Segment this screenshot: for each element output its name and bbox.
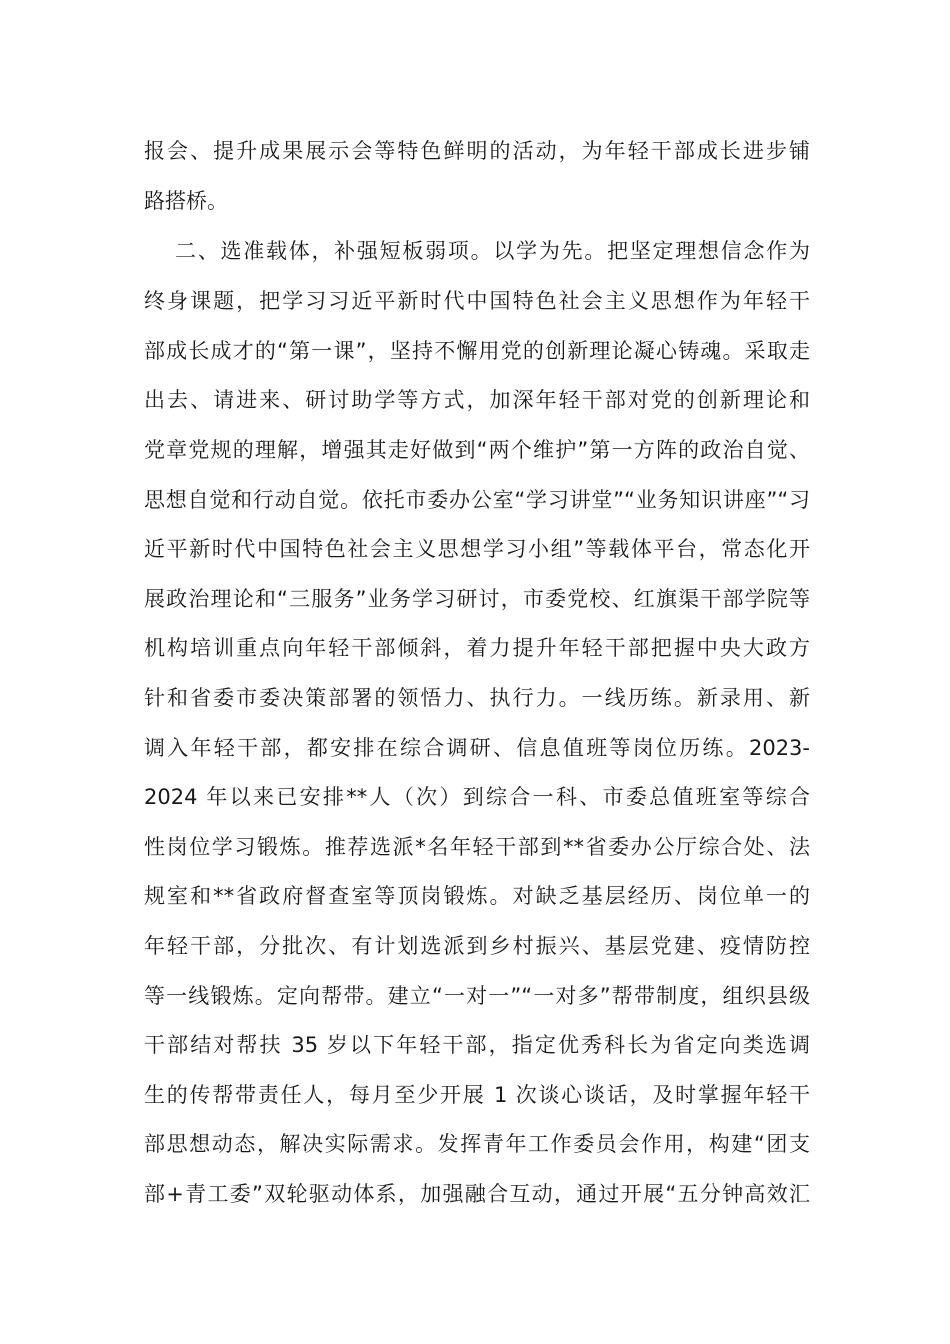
text-line: 近平新时代中国特色社会主义思想学习小组”等载体平台，常态化开 xyxy=(144,537,810,561)
text-line: 路搭桥。 xyxy=(144,189,228,213)
text-line: 性岗位学习锻炼。推荐选派*名年轻干部到**省委办公厅综合处、法 xyxy=(144,835,810,859)
text-line: 针和省委市委决策部署的领悟力、执行力。一线历练。新录用、新 xyxy=(144,686,810,710)
text-line: 规室和**省政府督查室等顶岗锻炼。对缺乏基层经历、岗位单一的 xyxy=(144,884,810,908)
text-line: 生的传帮带责任人，每月至少开展 1 次谈心谈话，及时掌握年轻干 xyxy=(144,1083,810,1107)
text-line: 终身课题，把学习习近平新时代中国特色社会主义思想作为年轻干 xyxy=(144,289,810,313)
text-line: 年轻干部，分批次、有计划选派到乡村振兴、基层党建、疫情防控 xyxy=(144,934,810,958)
text-line: 2024 年以来已安排**人（次）到综合一科、市委总值班室等综合 xyxy=(144,785,810,809)
text-line: 机构培训重点向年轻干部倾斜，着力提升年轻干部把握中央大政方 xyxy=(144,636,810,660)
text-line: 调入年轻干部，都安排在综合调研、信息值班等岗位历练。2023- xyxy=(144,736,810,760)
text-line: 等一线锻炼。定向帮带。建立“一对一”“一对多”帮带制度，组织县级 xyxy=(144,984,810,1008)
text-line: 报会、提升成果展示会等特色鲜明的活动，为年轻干部成长进步铺 xyxy=(144,139,810,163)
text-line: 部+青工委”双轮驱动体系，加强融合互动，通过开展“五分钟高效汇 xyxy=(144,1182,810,1206)
text-line: 展政治理论和“三服务”业务学习研讨，市委党校、红旗渠干部学院等 xyxy=(144,587,810,611)
text-line: 出去、请进来、研讨助学等方式，加深年轻干部对党的创新理论和 xyxy=(144,388,810,412)
text-line: 党章党规的理解，增强其走好做到“两个维护”第一方阵的政治自觉、 xyxy=(144,438,810,462)
paragraph-first-line: 二、选准载体，补强短板弱项。以学为先。把坚定理想信念作为 xyxy=(175,239,810,263)
text-line: 部思想动态，解决实际需求。发挥青年工作委员会作用，构建“团支 xyxy=(144,1132,810,1156)
text-line: 部成长成才的“第一课”，坚持不懈用党的创新理论凝心铸魂。采取走 xyxy=(144,339,810,363)
text-line: 思想自觉和行动自觉。依托市委办公室“学习讲堂”“业务知识讲座”“习 xyxy=(144,488,810,512)
text-line: 干部结对帮扶 35 岁以下年轻干部，指定优秀科长为省定向类选调 xyxy=(144,1033,810,1057)
